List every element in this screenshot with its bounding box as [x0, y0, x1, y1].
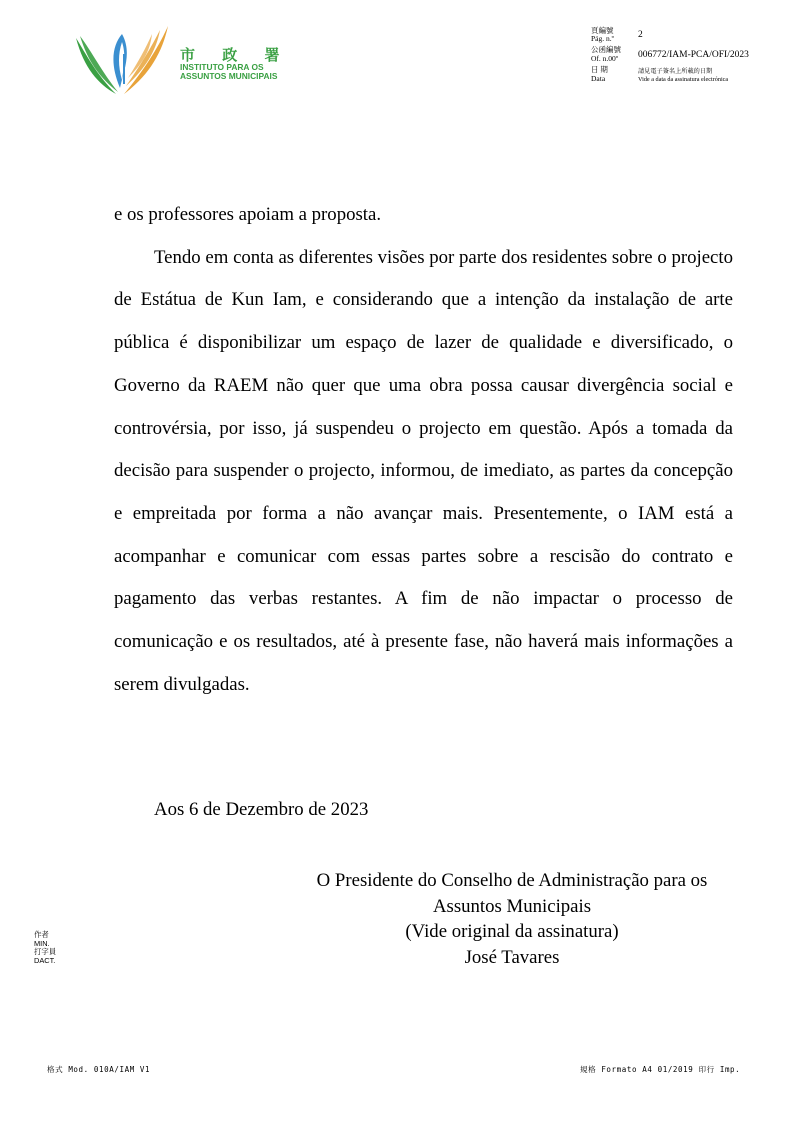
- signatory-title-line1: O Presidente do Conselho de Administração para os: [316, 870, 708, 891]
- date-label-cn: 日 期: [591, 65, 608, 74]
- page-label-pt: Pág. n.º: [591, 34, 614, 43]
- signature-block: [302, 868, 722, 970]
- date-value-cn: 請見電子簽名上所載的日期: [638, 68, 713, 75]
- office-number: 006772/IAM-PCA/OFI/2023: [638, 50, 749, 60]
- author-label: 作者: [34, 930, 49, 939]
- typist-code: DACT.: [34, 955, 56, 965]
- date-label-pt: Data: [591, 74, 606, 83]
- body-paragraph: Tendo em conta as diferentes visões por parte dos residentes sobre o projecto de Estátua de Kun Iam, e considerando que a intenção da instalação de arte pública é disponibilizar um espaço de lazer de qualidade e diversificado, o Governo da RAEM não quer que uma obra possa causar divergência social e controvérsia, por isso, já suspendeu o projecto em questão. Após a tomada da decisão para suspender o projecto, informou, de imediato, as partes da concepção e empreitada por forma a não avançar mais. Presentemente, o IAM está a acompanhar e comunicar com essas partes sobre a rescisão do contrato e pagamento das verbas restantes. A fim de não impactar o processo de comunicação e os resultados, até à presente fase, não haverá mais informações a serem divulgadas.: [114, 246, 733, 695]
- footer-format-info: 規格 Formato A4 01/2019 印行 Imp.: [580, 1065, 741, 1074]
- date-value-pt: Vide a data da assinatura electrónica: [638, 76, 729, 83]
- logo-chinese-name: 市 政 署: [180, 46, 291, 64]
- letter-date: Aos 6 de Dezembro de 2023: [154, 799, 369, 820]
- page-label-cn: 頁編號: [591, 26, 614, 35]
- iam-emblem-icon: [76, 24, 176, 96]
- logo-pt-line2: ASSUNTOS MUNICIPAIS: [180, 71, 278, 82]
- logo-portuguese-name: [180, 63, 277, 82]
- office-label-pt: Of. n.00º: [591, 54, 619, 63]
- letter-body: [114, 194, 733, 706]
- author-typist-notes: [34, 931, 56, 965]
- author-code: MIN.: [34, 938, 50, 948]
- iam-logo: [76, 24, 291, 96]
- logo-pt-line1: INSTITUTO PARA OS: [180, 62, 264, 72]
- footer-form-model: 格式 Mod. 010A/IAM V1: [47, 1065, 151, 1074]
- page-number: 2: [638, 30, 643, 40]
- office-label-cn: 公函編號: [591, 45, 621, 54]
- typist-label: 打字員: [34, 947, 57, 957]
- signatory-name: José Tavares: [464, 946, 560, 968]
- signature-note: (Vide original da assinatura): [405, 921, 619, 942]
- signatory-title-line2: Assuntos Municipais: [432, 895, 592, 917]
- body-paragraph: e os professores apoiam a proposta.: [114, 204, 382, 225]
